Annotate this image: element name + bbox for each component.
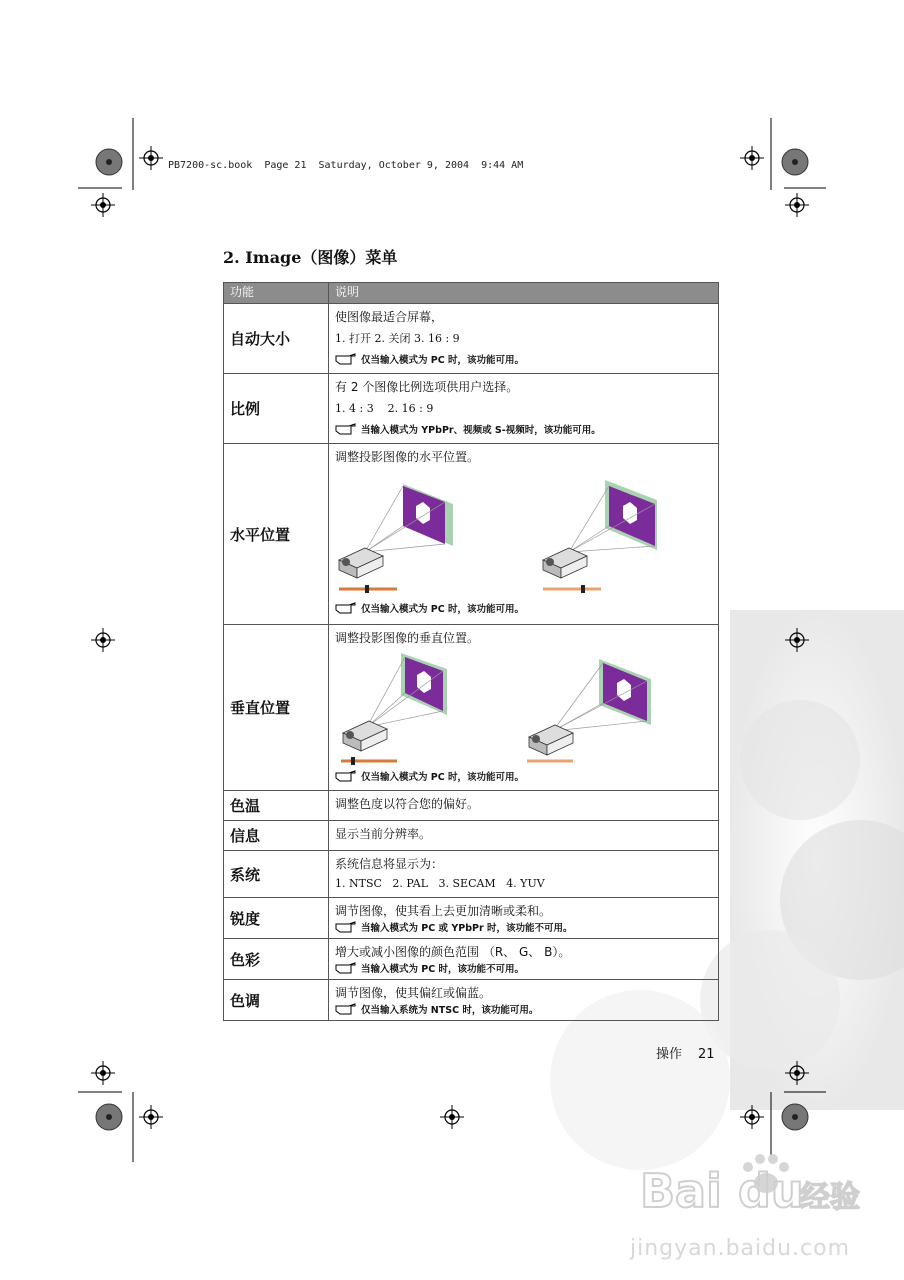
- projection-right-illustration: [539, 472, 679, 597]
- function-name: 水平位置: [224, 444, 329, 625]
- description-line: 有 2 个图像比例选项供用户选择。: [335, 380, 519, 394]
- pointing-hand-icon: [335, 770, 357, 782]
- svg-text:du: du: [738, 1164, 804, 1218]
- table-row: [224, 304, 719, 374]
- projector-icon: [343, 721, 387, 751]
- description-line: 1. 4 : 3 2. 16 : 9: [335, 402, 434, 415]
- illustration: [335, 472, 712, 597]
- projection-down-illustration: [519, 653, 659, 765]
- note: [335, 601, 712, 615]
- projector-icon: [339, 548, 383, 578]
- function-description: [329, 939, 719, 980]
- description-line: 调整投影图像的水平位置。: [335, 450, 480, 464]
- note: [335, 920, 712, 934]
- note-text: 当输入模式为 PC 时，该功能不可用。: [361, 964, 525, 975]
- function-description: [329, 851, 719, 898]
- function-name: 系统: [224, 851, 329, 898]
- table-row: [224, 374, 719, 444]
- pointing-hand-icon: [335, 962, 357, 974]
- description-line: 增大或减小图像的颜色范围 （R、 G、 B）。: [335, 945, 571, 959]
- function-description: [329, 791, 719, 821]
- function-description: [329, 980, 719, 1021]
- pointing-hand-icon: [335, 353, 357, 365]
- pointing-hand-icon: [335, 602, 357, 614]
- section-title: 2. Image（图像）菜单: [223, 248, 398, 267]
- table-header-row: [224, 283, 719, 304]
- description-line: 1. NTSC 2. PAL 3. SECAM 4. YUV: [335, 877, 545, 890]
- projection-up-illustration: [335, 653, 475, 765]
- table-row: [224, 821, 719, 851]
- function-description: [329, 374, 719, 444]
- note: [335, 422, 712, 436]
- book-header: PB7200-sc.book Page 21 Saturday, October 9, 2004 9:44 AM: [168, 160, 524, 171]
- illustration: [335, 653, 712, 765]
- function-description: [329, 625, 719, 791]
- function-description: [329, 444, 719, 625]
- note: [335, 961, 712, 975]
- pointing-hand-icon: [335, 1003, 357, 1015]
- note: [335, 352, 712, 366]
- note-text: 仅当输入模式为 PC 时，该功能可用。: [361, 355, 525, 366]
- function-description: [329, 898, 719, 939]
- table-row: [224, 980, 719, 1021]
- image-menu-table: [223, 282, 719, 1021]
- pointing-hand-icon: [335, 423, 357, 435]
- function-name: 自动大小: [224, 304, 329, 374]
- description-line: 调整投影图像的垂直位置。: [335, 631, 480, 645]
- pointing-hand-icon: [335, 921, 357, 933]
- table-row: [224, 625, 719, 791]
- description-line: 调节图像，使其偏红或偏蓝。: [335, 986, 492, 1000]
- function-description: [329, 821, 719, 851]
- table-row: [224, 939, 719, 980]
- baidu-watermark-logo: [640, 1145, 860, 1235]
- description-line: 显示当前分辨率。: [335, 827, 432, 841]
- table-row: [224, 851, 719, 898]
- page-number: 21: [698, 1047, 715, 1062]
- function-name: 锐度: [224, 898, 329, 939]
- watermark-url: jingyan.baidu.com: [630, 1236, 851, 1261]
- note-text: 当输入模式为 YPbPr、视频或 S-视频时，该功能可用。: [361, 425, 601, 436]
- note: [335, 769, 712, 783]
- page-footer: [656, 1043, 715, 1062]
- function-name: 色彩: [224, 939, 329, 980]
- description-line: 调节图像，使其看上去更加清晰或柔和。: [335, 904, 552, 918]
- description-line: 调整色度以符合您的偏好。: [335, 797, 480, 811]
- table-row: [224, 791, 719, 821]
- function-name: 信息: [224, 821, 329, 851]
- note-text: 仅当输入模式为 PC 时，该功能可用。: [361, 604, 525, 615]
- function-name: 比例: [224, 374, 329, 444]
- table-row: [224, 444, 719, 625]
- note-text: 当输入模式为 PC 或 YPbPr 时，该功能不可用。: [361, 923, 573, 934]
- function-name: 垂直位置: [224, 625, 329, 791]
- function-description: [329, 304, 719, 374]
- projector-icon: [543, 548, 587, 578]
- svg-text:经验: 经验: [800, 1180, 860, 1215]
- function-name: 色温: [224, 791, 329, 821]
- col-header-function: 功能: [224, 283, 329, 304]
- note: [335, 1002, 712, 1016]
- description-line: 使图像最适合屏幕，: [335, 310, 444, 324]
- description-line: 系统信息将显示为：: [335, 857, 444, 871]
- description-line: 1. 打开 2. 关闭 3. 16 : 9: [335, 332, 460, 345]
- note-text: 仅当输入模式为 PC 时，该功能可用。: [361, 772, 525, 783]
- function-name: 色调: [224, 980, 329, 1021]
- note-text: 仅当输入系统为 NTSC 时，该功能可用。: [361, 1005, 539, 1016]
- col-header-description: 说明: [329, 283, 719, 304]
- svg-text:Bai: Bai: [640, 1164, 722, 1218]
- projection-left-illustration: [335, 472, 475, 597]
- footer-section: 操作: [656, 1047, 683, 1062]
- table-row: [224, 898, 719, 939]
